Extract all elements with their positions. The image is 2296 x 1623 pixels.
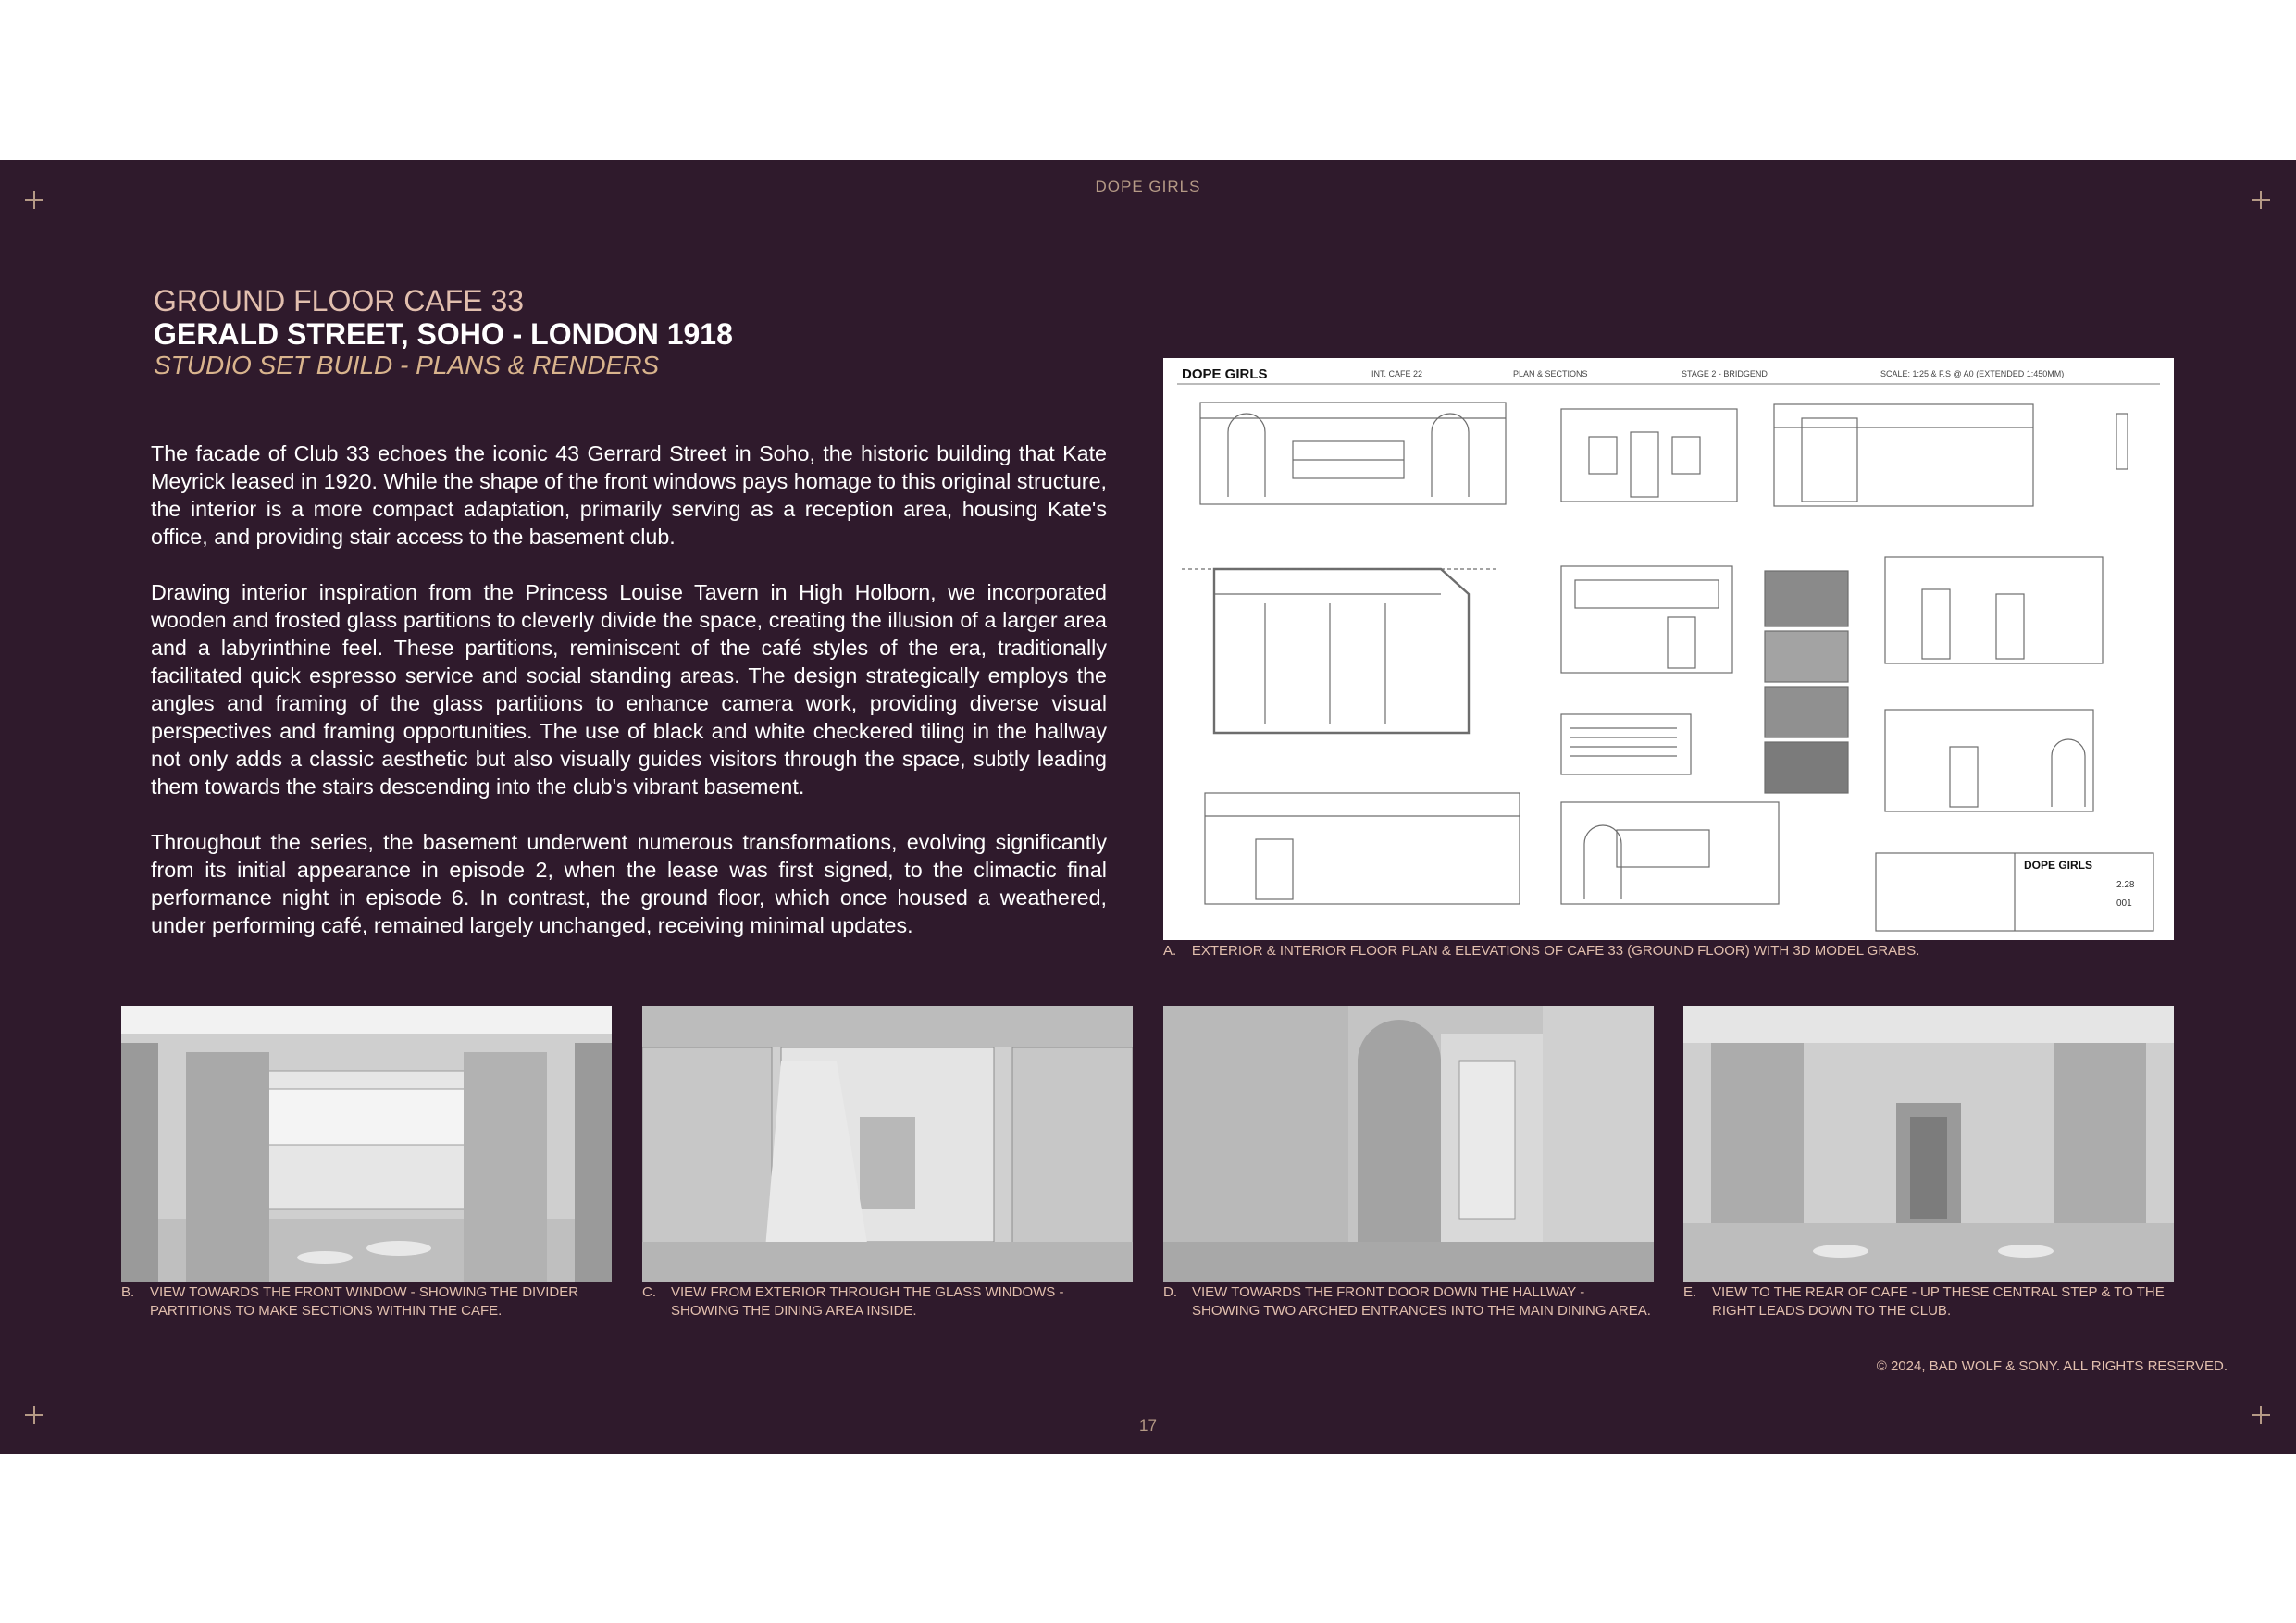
render-image-exterior-glass bbox=[642, 1006, 1133, 1282]
corner-cross-icon bbox=[25, 191, 43, 209]
plan-sheet-title: DOPE GIRLS bbox=[1182, 366, 1268, 382]
caption-text: VIEW TOWARDS THE FRONT WINDOW - SHOWING THE DIVIDER PARTITIONS TO MAKE SECTIONS WITHIN THE CAFE. bbox=[150, 1284, 579, 1319]
plan-sheet-int: INT. CAFE 22 bbox=[1371, 369, 1423, 378]
caption-letter: B. bbox=[121, 1284, 135, 1300]
body-paragraph: Drawing interior inspiration from the Princess Louise Tavern in High Holborn, we incorporated wooden and frosted glass partitions to cleverly divide the space, creating the illusion of a larger area and a labyrinthine feel. These partitions, reminiscent of the café styles of the era, traditionally facilitated quick espresso service and social standing areas. The design strategically employs the angles and framing of the glass partitions to enhance camera work, providing diverse visual perspectives and framing opportunities. The use of black and white checkered tiling in the hallway not only adds a classic aesthetic but also visually guides visitors through the space, subtly leading them towards the stairs descending into the club's vibrant basement. bbox=[151, 580, 1107, 799]
caption-letter: D. bbox=[1163, 1284, 1177, 1300]
caption-text: VIEW TOWARDS THE FRONT DOOR DOWN THE HALLWAY - SHOWING TWO ARCHED ENTRANCES INTO THE MAIN DINING AREA. bbox=[1192, 1284, 1651, 1319]
caption-c bbox=[642, 1283, 1133, 1320]
caption-d bbox=[1163, 1283, 1654, 1320]
corner-cross-icon bbox=[2252, 191, 2270, 209]
caption-text: VIEW TO THE REAR OF CAFE - UP THESE CENTRAL STEP & TO THE RIGHT LEADS DOWN TO THE CLUB. bbox=[1712, 1284, 2165, 1319]
caption-letter: C. bbox=[642, 1284, 656, 1300]
plan-block-title: DOPE GIRLS bbox=[2024, 859, 2093, 872]
copyright-notice: © 2024, BAD WOLF & SONY. ALL RIGHTS RESERVED. bbox=[1876, 1358, 2228, 1374]
page-panel bbox=[0, 160, 2296, 1454]
plan-block-number: 2.28 bbox=[2116, 880, 2135, 890]
section-kicker: STUDIO SET BUILD - PLANS & RENDERS bbox=[154, 351, 660, 379]
plan-sheet-name: PLAN & SECTIONS bbox=[1513, 369, 1588, 378]
plan-drawing-sheet bbox=[1163, 358, 2174, 940]
render-image-rear-of-cafe bbox=[1683, 1006, 2174, 1282]
section-title: GROUND FLOOR CAFE 33 bbox=[154, 284, 525, 317]
caption-b bbox=[121, 1283, 612, 1320]
caption-letter: E. bbox=[1683, 1284, 1697, 1300]
caption-text: EXTERIOR & INTERIOR FLOOR PLAN & ELEVATIONS OF CAFE 33 (GROUND FLOOR) WITH 3D MODEL GRABS. bbox=[1191, 943, 1920, 959]
caption-a bbox=[1163, 943, 1919, 959]
section-subtitle: GERALD STREET, SOHO - LONDON 1918 bbox=[154, 317, 733, 351]
body-paragraph: Throughout the series, the basement underwent numerous transformations, evolving significantly from its initial appearance in episode 2, when the lease was first signed, to the climactic final performance night in episode 6. In contrast, the ground floor, which once housed a weathered, under performing café, remained largely unchanged, receiving minimal updates. bbox=[151, 830, 1107, 937]
body-paragraph: The facade of Club 33 echoes the iconic 43 Gerrard Street in Soho, the historic building that Kate Meyrick leased in 1920. While the shape of the front windows pays homage to this original structure, the interior is a more compact adaptation, primarily serving as a reception area, housing Kate's office, and providing stair access to the basement club. bbox=[151, 441, 1107, 549]
plan-drawing bbox=[1163, 358, 2174, 940]
plan-block-revision: 001 bbox=[2116, 898, 2132, 909]
caption-letter: A. bbox=[1163, 943, 1177, 959]
caption-e bbox=[1683, 1283, 2174, 1320]
plan-sheet-stage: STAGE 2 - BRIDGEND bbox=[1682, 369, 1768, 378]
caption-text: VIEW FROM EXTERIOR THROUGH THE GLASS WINDOWS - SHOWING THE DINING AREA INSIDE. bbox=[671, 1284, 1064, 1319]
plan-sheet-scale: SCALE: 1:25 & F.S @ A0 (EXTENDED 1:450MM) bbox=[1880, 369, 2065, 378]
render-image-front-window bbox=[121, 1006, 612, 1282]
running-head: DOPE GIRLS bbox=[1095, 178, 1201, 195]
body-text bbox=[151, 440, 1107, 967]
page-number: 17 bbox=[1139, 1417, 1157, 1434]
render-image-hallway bbox=[1163, 1006, 1654, 1282]
